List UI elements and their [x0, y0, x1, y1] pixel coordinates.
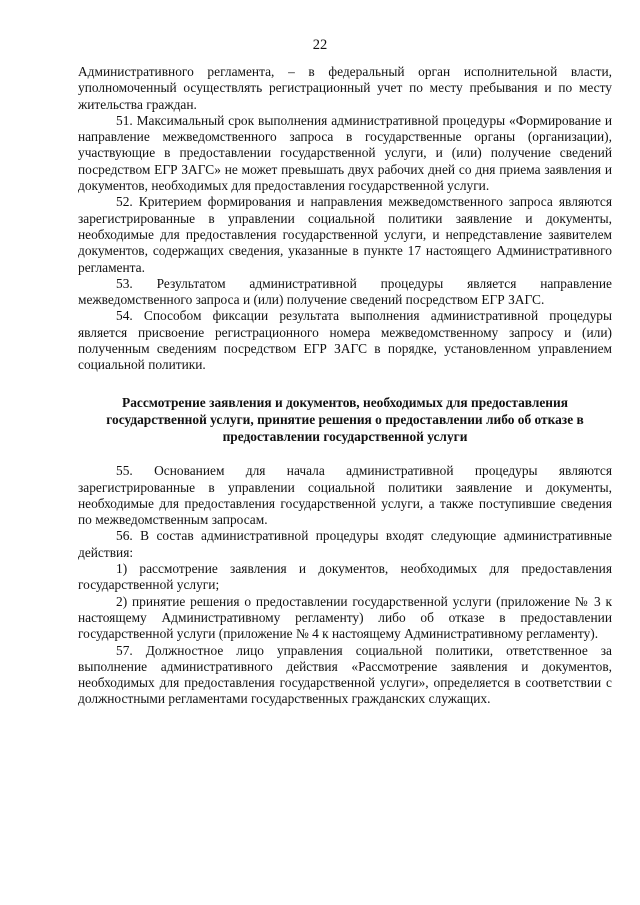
- paragraph-51: 51. Максимальный срок выполнения административной процедуры «Формирование и направление межведомственного запроса в государственные органы (организации), участвующие в предоставлении государственной услуги, и (или) получение сведений посредством ЕГР ЗАГС» не может превышать двух рабочих дней со дня приема заявления и документов, необходимых для предоставления государственной услуги.: [78, 112, 612, 194]
- paragraph-54: 54. Способом фиксации результата выполнения административной процедуры является присвоение регистрационного номера межведомственному запросу и (или) полученным сведениям посредством ЕГР ЗАГС в порядке, установленном управлением социальной политики.: [78, 308, 612, 373]
- list-item-1: 1) рассмотрение заявления и документов, необходимых для предоставления государственной услуги;: [78, 561, 612, 593]
- paragraph-55: 55. Основанием для начала административной процедуры являются зарегистрированные в управлении социальной политики заявление и документы, необходимые для предоставления государственной услуги, а также поступившие сведения по межведомственным запросам.: [78, 463, 612, 528]
- paragraph-56: 56. В состав административной процедуры входят следующие административные действия:: [78, 528, 612, 560]
- page-number: 22: [312, 37, 328, 53]
- section-heading: Рассмотрение заявления и документов, необходимых для предоставления государственной услуги, принятие решения о предоставлении либо об отказе в предоставлении государственной услуги: [106, 394, 584, 445]
- paragraph-continuation: Административного регламента, – в федеральный орган исполнительной власти, уполномоченный осуществлять регистрационный учет по месту пребывания и по месту жительства граждан.: [78, 64, 612, 112]
- paragraph-53: 53. Результатом административной процедуры является направление межведомственного запроса и (или) получение сведений посредством ЕГР ЗАГС.: [78, 275, 612, 308]
- paragraph-52: 52. Критерием формирования и направления межведомственного запроса являются зарегистрированные в управлении социальной политики заявление и документы, необходимые для предоставления государственной услуги, и непредставление заявителем документов, содержащих сведения, указанные в пункте 17 настоящего Административного регламента.: [78, 194, 612, 275]
- paragraph-57: 57. Должностное лицо управления социальной политики, ответственное за выполнение административного действия «Рассмотрение заявления и документов, необходимых для предоставления государственной услуги», определяется в соответствии с должностными регламентами государственных гражданских служащих.: [78, 642, 612, 707]
- document-body: [78, 64, 612, 708]
- list-item-2: 2) принятие решения о предоставлении государственной услуги (приложение № 3 к настоящему Административному регламенту) либо об отказе в предоставлении государственной услуги (приложение № 4 к настоящему Административному регламенту).: [78, 593, 612, 642]
